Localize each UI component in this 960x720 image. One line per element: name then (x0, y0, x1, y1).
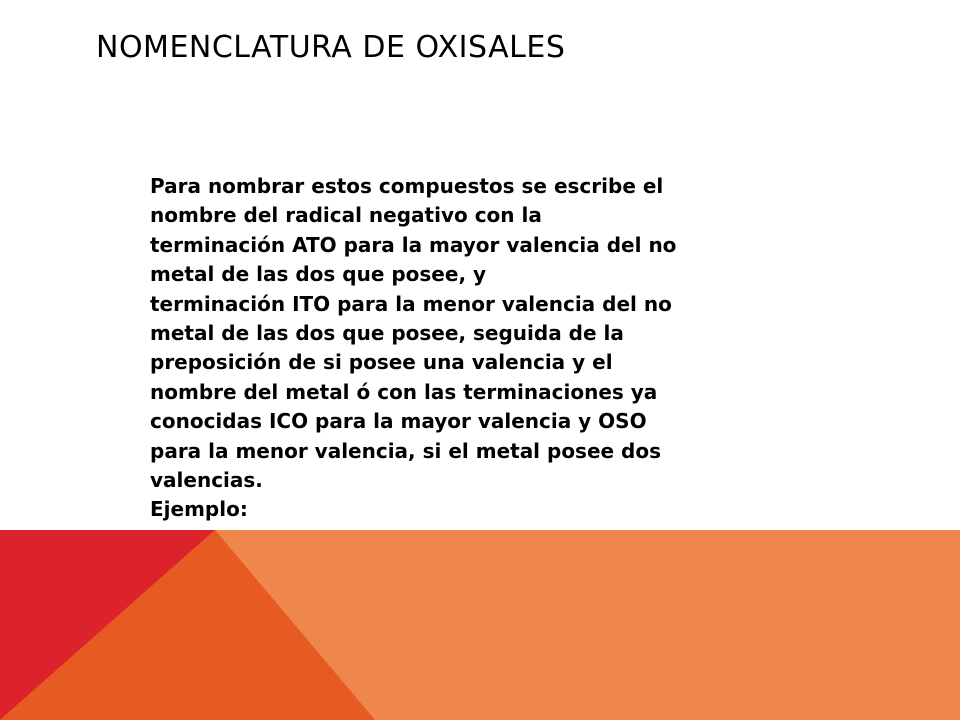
body-line: Para nombrar estos compuestos se escribe el (150, 174, 664, 198)
body-line: terminación ATO para la mayor valencia del no (150, 232, 677, 257)
body-line: nombre del metal ó con las terminaciones ya (150, 379, 658, 404)
decorative-footer-band (0, 530, 960, 720)
body-text (150, 172, 790, 525)
body-line: terminación ITO para la menor valencia del no (150, 291, 672, 316)
body-line: conocidas ICO para la mayor valencia y OSO (150, 409, 647, 434)
body-line: nombre del radical negativo con la (150, 203, 542, 228)
body-line: valencias. (150, 468, 263, 493)
body-line: metal de las dos que posee, seguida de la (150, 321, 624, 346)
slide-title: NOMENCLATURA DE OXISALES (96, 30, 566, 65)
body-line: preposición de si posee una valencia y el (150, 350, 613, 375)
example-label: Ejemplo: (150, 497, 248, 522)
body-line: metal de las dos que posee, y (150, 262, 487, 287)
body-line: para la menor valencia, si el metal posee dos (150, 438, 662, 463)
